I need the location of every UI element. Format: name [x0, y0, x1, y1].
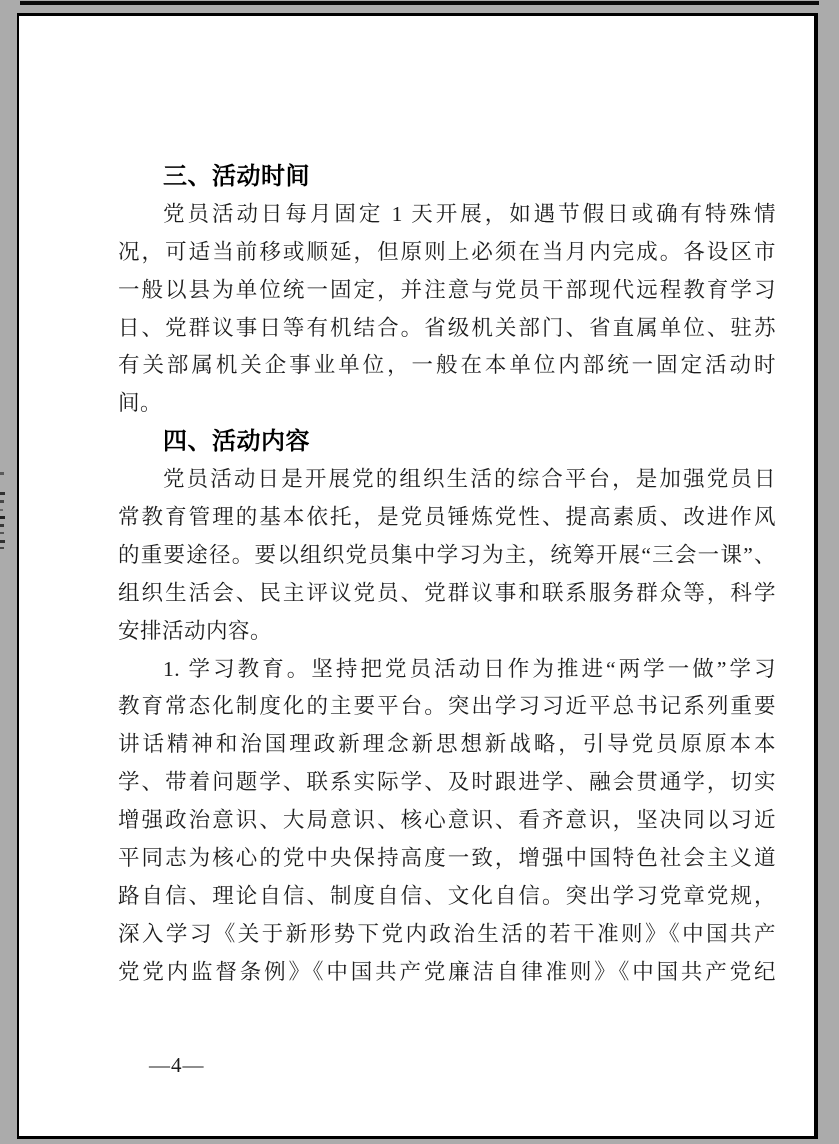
text-line: 的重要途径。要以组织党员集中学习为主，统筹开展“三会一课”、: [118, 542, 776, 567]
text-line: 一般以县为单位统一固定，并注意与党员干部现代远程教育学习: [118, 277, 776, 302]
scan-artifact: [0, 532, 4, 534]
text-line: 组织生活会、民主评议党员、党群议事和联系服务群众等，科学: [118, 580, 776, 605]
text-line: 深入学习《关于新形势下党内政治生活的若干准则》《中国共产: [118, 921, 776, 946]
section-heading: 三、活动时间: [163, 163, 310, 190]
scan-edge-bar: [20, 1, 819, 5]
text-line: 路自信、理论自信、制度自信、文化自信。突出学习党章党规，: [118, 883, 776, 908]
text-line: 况，可适当前移或顺延，但原则上必须在当月内完成。各设区市: [118, 239, 776, 264]
text-line: 1. 学习教育。坚持把党员活动日作为推进“两学一做”学习: [163, 656, 776, 681]
scan-artifact: [0, 509, 3, 511]
document-text: [118, 158, 776, 992]
scan-artifact: [0, 492, 5, 495]
text-line: 安排活动内容。: [118, 618, 273, 643]
text-line: 常教育管理的基本依托，是党员锤炼党性、提高素质、改进作风: [118, 505, 776, 530]
text-line: 党员活动日是开展党的组织生活的综合平台，是加强党员日: [163, 467, 776, 492]
text-line: 间。: [118, 391, 163, 416]
text-line: 党党内监督条例》《中国共产党廉洁自律准则》《中国共产党纪: [118, 959, 776, 984]
scan-artifact: [0, 547, 4, 549]
text-line: 日、党群议事日等有机结合。省级机关部门、省直属单位、驻苏: [118, 315, 776, 340]
scan-artifact: [0, 472, 4, 475]
text-line: 有关部属机关企事业单位，一般在本单位内部统一固定活动时: [118, 353, 776, 378]
text-line: 平同志为核心的党中央保持高度一致，增强中国特色社会主义道: [118, 846, 776, 871]
text-line: 党员活动日每月固定 1 天开展，如遇节假日或确有特殊情: [163, 201, 776, 226]
text-line: 增强政治意识、大局意识、核心意识、看齐意识，坚决同以习近: [118, 808, 776, 833]
text-line: 教育常态化制度化的主要平台。突出学习习近平总书记系列重要: [118, 694, 776, 719]
section-heading: 四、活动内容: [163, 428, 310, 456]
scan-artifact: [0, 516, 5, 519]
scan-artifact: [0, 524, 4, 527]
text-line: 学、带着问题学、联系实际学、及时跟进学、融会贯通学，切实: [118, 770, 776, 795]
page-number: —4—: [149, 1053, 205, 1077]
scan-artifact: [0, 540, 5, 543]
text-line: 讲话精神和治国理政新理念新思想新战略，引导党员原原本本: [118, 732, 776, 757]
scan-artifact: [0, 500, 4, 503]
